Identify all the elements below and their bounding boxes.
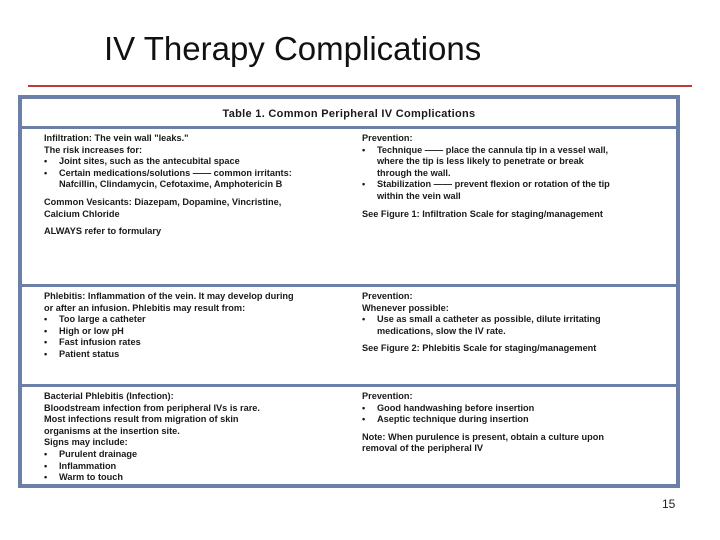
- text-line: Prevention:: [362, 133, 413, 143]
- text-line: Prevention:: [362, 391, 413, 401]
- table-row-infiltration: [22, 129, 676, 287]
- text-line: Nafcillin, Clindamycin, Cefotaxime, Amphotericin B: [59, 179, 283, 190]
- text-line: Common Vesicants: Diazepam, Dopamine, Vincristine,: [44, 196, 282, 207]
- bullet-item: • Patient status: [44, 349, 338, 361]
- text-line: Bacterial Phlebitis (Infection):: [44, 391, 174, 401]
- complication-cell: [22, 387, 344, 484]
- text-line: Infiltration: The vein wall "leaks.": [44, 133, 189, 143]
- table-body: [22, 99, 676, 484]
- bullet-item: • Fast infusion rates: [44, 337, 338, 349]
- text-line: Calcium Chloride: [44, 208, 120, 219]
- bullet-item: • Inflammation: [44, 461, 338, 473]
- table-row-phlebitis: [22, 287, 676, 387]
- complication-cell: [22, 129, 344, 284]
- complications-table: [18, 95, 680, 488]
- text-line: medications, slow the IV rate.: [377, 325, 506, 336]
- text-line: where the tip is less likely to penetrate or break: [377, 156, 584, 167]
- bullet-item: • Too large a catheter: [44, 314, 338, 326]
- text-line: Note: When purulence is present, obtain a culture upon: [362, 431, 604, 442]
- table-caption: Table 1. Common Peripheral IV Complications: [22, 99, 676, 129]
- table-row-bacterial-phlebitis: [22, 387, 676, 484]
- bullet-item: • Use as small a catheter as possible, dilute irritating: [362, 314, 668, 326]
- text-line: See Figure 1: Infiltration Scale for staging/management: [362, 208, 603, 219]
- text-line: Most infections result from migration of skin: [44, 414, 239, 425]
- text-line: Phlebitis: Inflammation of the vein. It may develop during: [44, 291, 294, 301]
- complication-cell: [22, 287, 344, 384]
- text-line: or after an infusion. Phlebitis may result from:: [44, 302, 246, 313]
- bullet-item: • Purulent drainage: [44, 449, 338, 461]
- prevention-cell: [344, 287, 674, 384]
- bullet-item: • Aseptic technique during insertion: [362, 414, 668, 426]
- bullet-item: • Good handwashing before insertion: [362, 403, 668, 415]
- text-line: Prevention:: [362, 291, 413, 301]
- title-divider: [28, 85, 692, 87]
- slide-title: IV Therapy Complications: [104, 30, 482, 67]
- prevention-cell: [344, 129, 674, 284]
- text-line: The risk increases for:: [44, 144, 143, 155]
- bullet-item: • Warm to touch: [44, 472, 338, 484]
- bullet-item: • High or low pH: [44, 326, 338, 338]
- text-line: through the wall.: [377, 167, 451, 178]
- text-line: Bloodstream infection from peripheral IVs is rare.: [44, 402, 260, 413]
- text-line: Signs may include:: [44, 437, 128, 448]
- text-line: ALWAYS refer to formulary: [44, 226, 162, 237]
- text-line: See Figure 2: Phlebitis Scale for staging/management: [362, 343, 597, 354]
- text-line: removal of the peripheral IV: [362, 443, 484, 454]
- text-line: Whenever possible:: [362, 302, 449, 313]
- page-number: 15: [662, 497, 676, 511]
- text-line: within the vein wall: [377, 190, 461, 201]
- bullet-item: • Joint sites, such as the antecubital space: [44, 156, 338, 168]
- bullet-item: • Stabilization —— prevent flexion or rotation of the tip: [362, 179, 668, 191]
- prevention-cell: [344, 387, 674, 484]
- bullet-item: • Technique —— place the cannula tip in a vessel wall,: [362, 145, 668, 157]
- text-line: organisms at the insertion site.: [44, 425, 180, 436]
- bullet-item: • Certain medications/solutions —— common irritants:: [44, 168, 338, 180]
